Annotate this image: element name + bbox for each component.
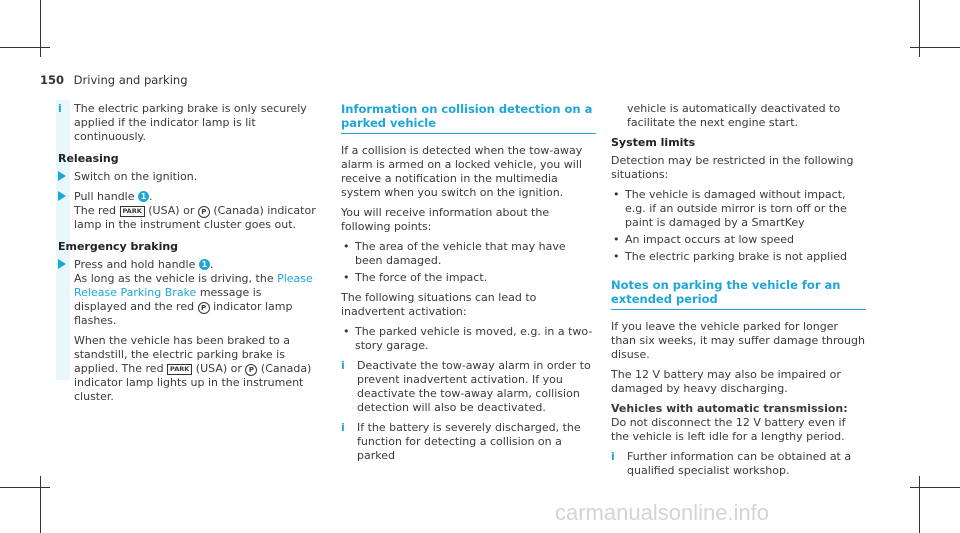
paragraph-text: Do not disconnect the 12 V battery even if the vehicle is left idle for a lengthy period.: [611, 416, 846, 443]
step-text: indicator lamp flashes.: [74, 300, 293, 327]
paragraph: If you leave the vehicle parked for longer than six weeks, it may suffer damage through disuse.: [611, 320, 865, 361]
step-text: Switch on the ignition.: [74, 170, 198, 183]
crop-mark: [0, 47, 50, 48]
parking-brake-icon: P: [198, 206, 210, 218]
column-3: [611, 102, 866, 484]
note: [611, 450, 866, 478]
info-icon: i: [58, 102, 62, 115]
note-text: Deactivate the tow-away alarm in order to prevent inadvertent activation. If you deactivate the tow-away alarm, collision detection will also be deactivated.: [357, 359, 591, 414]
note: [341, 359, 596, 415]
note-text: The electric parking brake is only securely applied if the indicator lamp is lit continuously.: [74, 102, 307, 143]
crop-mark: [40, 0, 41, 57]
list-item: • The area of the vehicle that may have been damaged.: [341, 240, 596, 268]
step-text: When the vehicle has been braked to a standstill, the electric parking brake is applied. The red: [74, 334, 290, 375]
paragraph: The following situations can lead to inadvertent activation:: [341, 291, 537, 318]
paragraph: You will receive information about the following points:: [341, 206, 550, 233]
step-text: (USA) or: [148, 204, 195, 217]
note-text: If the battery is severely discharged, the function for detecting a collision on a parked: [357, 421, 581, 462]
section-title: Driving and parking: [73, 73, 188, 87]
callout-badge: 1: [199, 259, 210, 270]
page-header: [40, 73, 188, 87]
parking-brake-icon: P: [245, 364, 257, 376]
parking-brake-icon: P: [198, 302, 210, 314]
crop-mark: [919, 476, 920, 533]
crop-mark: [0, 487, 50, 488]
step-text: Press and hold handle: [74, 258, 196, 271]
note-text: Further information can be obtained at a qualified specialist workshop.: [627, 450, 852, 477]
bold-label: Vehicles with automatic transmission:: [611, 402, 848, 415]
column-1: [58, 102, 316, 410]
step-text: (USA) or: [195, 362, 242, 375]
step-text: message is displayed and the red: [74, 286, 262, 313]
list-item: • The force of the impact.: [341, 271, 596, 285]
paragraph: If a collision is detected when the tow-away alarm is armed on a locked vehicle, you will receive a notification in the multimedia system when you switch on the ignition.: [341, 144, 583, 199]
right-arrow-icon: [58, 259, 66, 269]
step-text: As long as the vehicle is driving, the: [74, 272, 274, 285]
info-icon: i: [611, 450, 615, 463]
display-message: Please Release Parking Brake: [74, 272, 313, 299]
heading-system-limits: System limits: [611, 136, 696, 149]
heading-emergency: Emergency braking: [58, 240, 179, 253]
step-text: (Canada) indicator lamp lights up in the instrument cluster.: [74, 362, 312, 403]
step: [58, 170, 316, 184]
list-item: • The vehicle is damaged without impact, e.g. if an outside mirror is torn off or the paint is damaged by a SmartKey: [611, 188, 866, 230]
right-arrow-icon: [58, 191, 66, 201]
page-number: 150: [40, 73, 65, 87]
section-heading: Information on collision detection on a parked vehicle: [341, 102, 596, 134]
column-2: [341, 102, 596, 469]
info-icon: i: [341, 359, 345, 372]
crop-mark: [919, 0, 920, 57]
list-item: • An impact occurs at low speed: [611, 233, 866, 247]
step: Pull handle 1 . The red PARK (USA) or P (Canada) indicator lamp in the instrument cluster goes out.: [58, 190, 316, 232]
paragraph: Detection may be restricted in the following situations:: [611, 154, 854, 181]
step-text: Pull handle: [74, 190, 135, 203]
paragraph: vehicle is automatically deactivated to facilitate the next engine start.: [627, 102, 841, 129]
paragraph: The 12 V battery may also be impaired or damaged by heavy discharging.: [611, 368, 841, 395]
crop-mark: [910, 487, 960, 488]
info-icon: i: [341, 421, 345, 434]
step-text: (Canada) indicator lamp in the instrument cluster goes out.: [74, 204, 316, 231]
step: Press and hold handle 1 . As long as the vehicle is driving, the Please Release Parking Brake message is displayed and the red P indicator lamp flashes. When the vehicle has been braked to a standstill, the electric parking brake is applied. The red PARK (USA) or P (Canada) indicator lamp lights up in the instrument cluster.: [58, 258, 316, 404]
right-arrow-icon: [58, 171, 66, 181]
park-icon: PARK: [167, 364, 192, 375]
note: [341, 421, 596, 463]
section-heading: Notes on parking the vehicle for an extended period: [611, 278, 866, 310]
list-item: • The parked vehicle is moved, e.g. in a two-story garage.: [341, 325, 596, 353]
paragraph: [611, 402, 866, 444]
crop-mark: [40, 476, 41, 533]
note: [58, 102, 316, 144]
step-text: The red: [74, 204, 116, 217]
list-item: • The electric parking brake is not applied: [611, 250, 866, 264]
watermark: carmanualsonline.info: [555, 500, 770, 525]
callout-badge: 1: [138, 191, 149, 202]
heading-releasing: Releasing: [58, 152, 119, 165]
crop-mark: [910, 47, 960, 48]
park-icon: PARK: [120, 206, 145, 217]
